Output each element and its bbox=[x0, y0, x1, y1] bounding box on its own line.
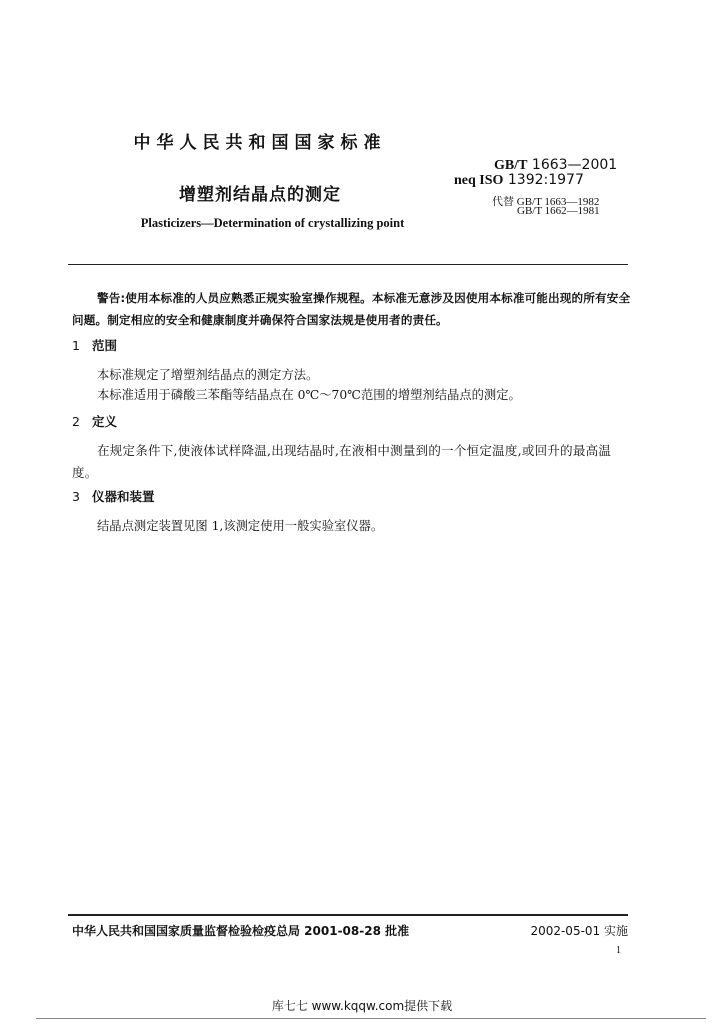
page-bottom-line bbox=[36, 1018, 706, 1019]
section-number: 1 bbox=[72, 338, 80, 353]
section-heading-apparatus bbox=[72, 487, 155, 505]
section-title: 范围 bbox=[92, 338, 118, 353]
safety-warning: 警告:使用本标准的人员应熟悉正规实验室操作规程。本标准无意涉及因使用本标准可能出现的所有安全问题。制定相应的安全和健康制度并确保符合国家法规是使用者的责任。 bbox=[72, 291, 631, 327]
page-number: 1 bbox=[616, 945, 621, 956]
standard-code: 1663—2001 bbox=[531, 157, 618, 173]
section-title: 仪器和装置 bbox=[92, 489, 155, 504]
effective-date: 2002-05-01 实施 bbox=[530, 924, 628, 938]
definition-paragraph: 在规定条件下,使液体试样降温,出现结晶时,在液相中测量到的一个恒定温度,或回升的最高温度。 bbox=[72, 443, 612, 480]
standard-prefix: GB/T bbox=[494, 158, 528, 173]
download-watermark: 库七七 www.kqqw.com提供下载 bbox=[271, 999, 453, 1013]
section-title: 定义 bbox=[92, 414, 118, 429]
national-standard-heading: 中华人民共和国国家标准 bbox=[133, 133, 387, 153]
apparatus-paragraph: 结晶点测定装置见图 1,该测定使用一般实验室仪器。 bbox=[97, 519, 384, 533]
footer-divider bbox=[68, 914, 628, 916]
scope-paragraph-1: 本标准规定了增塑剂结晶点的测定方法。 bbox=[97, 368, 319, 382]
iso-prefix: neq ISO bbox=[454, 173, 504, 188]
document-title-zh: 增塑剂结晶点的测定 bbox=[179, 185, 341, 205]
replaces-line-2: GB/T 1662—1981 bbox=[517, 205, 600, 217]
replaces-line-1: 代替 GB/T 1663—1982 bbox=[492, 196, 600, 208]
document-title-en: Plasticizers—Determination of crystallizing point bbox=[140, 216, 405, 230]
iso-code: 1392:1977 bbox=[507, 172, 584, 188]
header-divider bbox=[68, 264, 628, 265]
section-heading-scope bbox=[72, 336, 117, 354]
section-number: 3 bbox=[72, 489, 80, 504]
section-heading-definition bbox=[72, 412, 117, 430]
section-number: 2 bbox=[72, 414, 80, 429]
scope-paragraph-2: 本标准适用于磷酸三苯酯等结晶点在 0℃～70℃范围的增塑剂结晶点的测定。 bbox=[97, 388, 521, 402]
approval-authority: 中华人民共和国国家质量监督检验检疫总局 2001-08-28 批准 bbox=[72, 924, 410, 938]
